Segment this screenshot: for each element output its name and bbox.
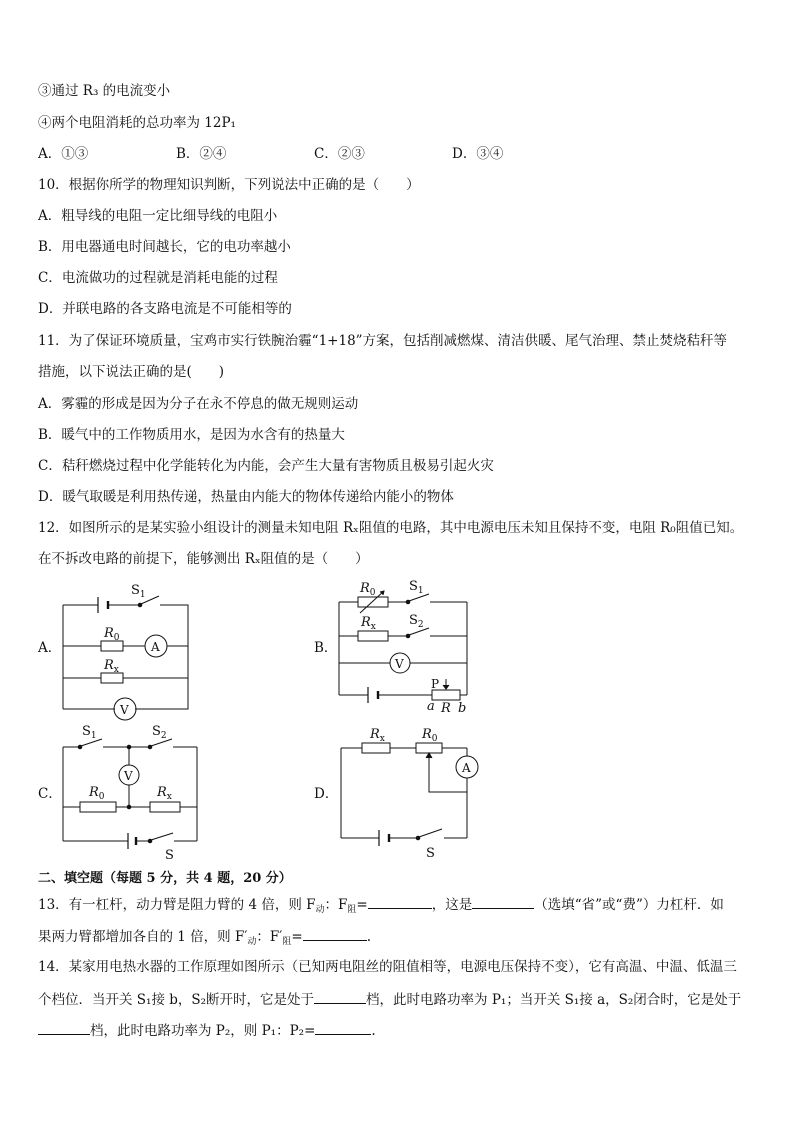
q12-stem-line1: 12．如图所示的是某实验小组设计的测量未知电阻 Rₓ阻值的电路，其中电源电压未知且保持不变，电阻 R₀阻值已知。: [38, 520, 744, 536]
circuit-d-r0-label: $R_0$: [422, 727, 438, 744]
circuit-c-voltmeter-label: V: [124, 769, 133, 783]
circuit-b-r0-label: $R_0$: [360, 581, 376, 598]
circuit-a-r0-label: $R_0$: [104, 626, 120, 643]
q14-answer-blank-1[interactable]: [314, 989, 366, 1004]
q12-label-a: A．: [38, 640, 62, 656]
q9-option-a: A．①③: [38, 146, 89, 162]
circuit-b-r-label: R: [441, 701, 451, 716]
circuit-a-rx-label: $R_x$: [104, 658, 119, 675]
circuit-d: [300, 722, 500, 867]
q14-line-2: 个档位．当开关 S₁接 b，S₂断开时，它是处于 档，此时电路功率为 P₁；当开关 S₁接 a，S₂闭合时，它是处于: [38, 989, 741, 1009]
q14-line-1: 14．某家用电热水器的工作原理如图所示（已知两电阻丝的阻值相等，电源电压保持不变），它有高温、中温、低温三: [38, 959, 737, 975]
circuit-b-b-label: b: [458, 701, 467, 716]
q10-option-c: C．电流做功的过程就是消耗电能的过程: [38, 270, 278, 286]
circuit-b-p-label: P: [431, 677, 440, 691]
q12-stem-line2: 在不拆改电路的前提下，能够测出 Rₓ阻值的是（ ）: [38, 551, 369, 567]
circuit-c-r0-label: $R_0$: [89, 785, 105, 802]
circuit-b-s1-label: $S_1$: [409, 579, 424, 596]
q12-label-d: D．: [314, 786, 339, 802]
section-2-title: 二、填空题（每题 5 分，共 4 题，20 分）: [38, 871, 292, 886]
q11-option-a: A．雾霾的形成是因为分子在永不停息的做无规则运动: [38, 396, 359, 412]
circuit-d-rx-label: $R_x$: [370, 727, 385, 744]
q13-answer-blank-1[interactable]: [368, 894, 432, 909]
circuit-c-s1-label: $S_1$: [82, 724, 97, 741]
q11-option-b: B．暖气中的工作物质用水，是因为水含有的热量大: [38, 427, 345, 443]
circuit-d-ammeter-label: A: [462, 761, 471, 775]
q10-stem: 10．根据你所学的物理知识判断，下列说法中正确的是（ ）: [38, 177, 420, 193]
circuit-b-voltmeter-label: V: [395, 657, 404, 671]
q9-option-d: D．③④: [452, 146, 504, 162]
circuit-c-s-label: S: [165, 848, 174, 863]
circuit-d-s-label: S: [426, 846, 435, 861]
q9-option-c: C．②③: [314, 146, 365, 162]
q14-line-3: 档，此时电路功率为 P₂，则 P₁：P₂= .: [38, 1020, 376, 1040]
circuit-b-s2-label: $S_2$: [409, 613, 424, 630]
q13-answer-blank-3[interactable]: [303, 926, 367, 941]
circuit-c: [0, 722, 240, 867]
q9-option-b: B．②④: [176, 146, 227, 162]
circuit-a-voltmeter-label: V: [120, 703, 129, 717]
q14-answer-blank-3[interactable]: [315, 1020, 371, 1035]
q12-label-b: B．: [314, 640, 338, 656]
q11-stem-line2: 措施，以下说法正确的是( ): [38, 364, 225, 380]
q11-stem-line1: 11．为了保证环境质量，宝鸡市实行铁腕治霾“1+18”方案，包括削减燃煤、清洁供暖、尾气治理、禁止焚烧秸秆等: [38, 333, 728, 349]
q11-option-c: C．秸秆燃烧过程中化学能转化为内能，会产生大量有害物质且极易引起火灾: [38, 458, 494, 474]
q11-option-d: D．暖气取暖是利用热传递，热量由内能大的物体传递给内能小的物体: [38, 489, 454, 505]
q9-item-4: ④两个电阻消耗的总功率为 12P₁: [38, 115, 236, 131]
q12-label-c: C．: [38, 786, 62, 802]
q13-line-2: 果两力臂都增加各自的 1 倍，则 $F'_动$：$F'_阻=$ .: [38, 926, 371, 951]
q14-answer-blank-2[interactable]: [38, 1020, 90, 1035]
circuit-b-a-label: a: [427, 699, 435, 714]
q10-option-b: B．用电器通电时间越长，它的电功率越小: [38, 239, 291, 255]
circuit-a-s1-label: $S_1$: [131, 583, 146, 600]
circuit-a: [0, 575, 240, 725]
circuit-b: [300, 575, 500, 725]
circuit-a-ammeter-label: A: [151, 640, 160, 654]
circuit-c-s2-label: $S_2$: [152, 724, 167, 741]
q10-option-a: A．粗导线的电阻一定比细导线的电阻小: [38, 208, 278, 224]
q13-line-1: 13．有一杠杆，动力臂是阻力臂的 4 倍，则 $F_动$：$F_阻=$ ，这是 （选填“省”或“费”）力杠杆．如: [38, 894, 724, 919]
circuit-c-rx-label: $R_x$: [157, 785, 172, 802]
q13-answer-blank-2[interactable]: [472, 894, 534, 909]
q9-item-3: ③通过 R₃ 的电流变小: [38, 83, 171, 99]
q10-option-d: D．并联电路的各支路电流是不可能相等的: [38, 301, 292, 317]
circuit-b-rx-label: $R_x$: [361, 615, 376, 632]
